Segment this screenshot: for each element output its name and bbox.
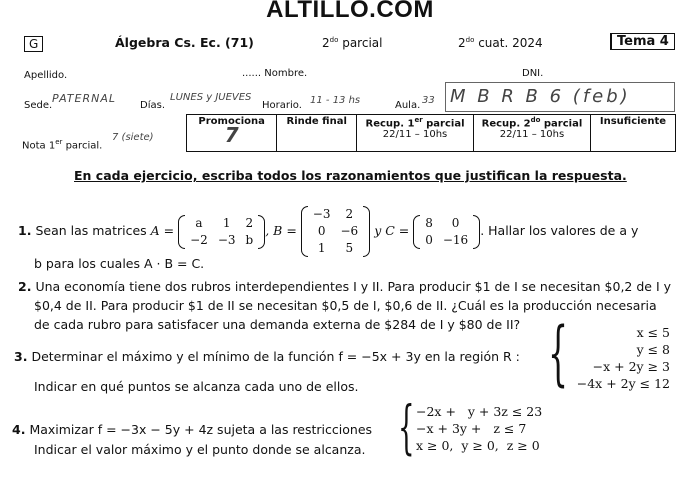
matrix-cell: 8: [425, 215, 433, 230]
matrix-cell: −6: [340, 224, 359, 238]
horario-value: 11 - 13 hs: [310, 95, 361, 106]
col-promociona: Promociona 7: [187, 115, 277, 152]
matrix-cell: 0: [425, 232, 433, 247]
constraint: −4x + 2y ≤ 12: [576, 376, 670, 391]
col-rinde-final: Rinde final: [277, 115, 357, 152]
matrix-cell: b: [245, 232, 254, 247]
question-4: 4. Maximizar f = −3x − 5y + 4z sujeta a las restricciones: [12, 422, 373, 437]
constraint: y ≤ 8: [636, 342, 670, 357]
apellido-label: Apellido.: [24, 70, 68, 81]
constraint: −x + 2y ≥ 3: [592, 359, 670, 374]
matrix-c: [413, 215, 480, 249]
matrix-a: [178, 215, 265, 249]
tema-box: Tema 4: [610, 33, 675, 50]
aula-value: 33: [422, 95, 435, 106]
matrix-cell: 5: [345, 241, 354, 255]
question-1-line2: b para los cuales A · B = C.: [34, 256, 205, 271]
constraint: −x + 3y + z ≤ 7: [416, 421, 527, 436]
sede-label: Sede.: [24, 100, 53, 111]
exam-name: $2^{do}$ parcial: [322, 36, 383, 50]
question-3-line2: Indicar en qué puntos se alcanza cada uno de ellos.: [34, 379, 359, 394]
dias-value: LUNES y JUEVES: [170, 92, 252, 103]
constraint: x ≤ 5: [636, 325, 670, 340]
matrix-cell: −3: [312, 207, 331, 221]
matrix-cell: −3: [217, 232, 236, 247]
nota-value: 7 (siete): [112, 132, 154, 143]
dias-label: Días.: [140, 100, 165, 111]
site-watermark: ALTILLO.COM: [266, 0, 434, 23]
col-recup-2: Recup. $2^{do}$ parcial 22/11 – 10hs: [473, 115, 590, 152]
matrix-cell: 1: [317, 241, 326, 255]
col-recup-1: Recup. 1er parcial 22/11 – 10hs: [357, 115, 474, 152]
q4-brace: {: [398, 393, 415, 461]
dni-value: M B R B 6 (feb): [445, 82, 675, 112]
col-insuficiente: Insuficiente: [590, 115, 675, 152]
exam-code: G: [29, 37, 39, 51]
horario-label: Horario.: [262, 100, 302, 111]
matrix-cell: −16: [442, 232, 469, 247]
grade-table: [186, 114, 676, 152]
instruction: En cada ejercicio, escriba todos los razonamientos que justifican la respuesta.: [74, 168, 627, 183]
nota-label: Nota 1er parcial.: [22, 138, 103, 152]
exam-code-box: [24, 36, 43, 52]
q4-constraints: [416, 403, 561, 454]
q3-constraints: [560, 324, 670, 392]
matrix-cell: a: [195, 215, 203, 230]
question-4-line2: Indicar el valor máximo y el punto donde se alcanza.: [34, 442, 366, 457]
matrix-cell: 0: [317, 224, 326, 238]
aula-label: Aula.: [395, 100, 421, 111]
matrix-cell: 2: [245, 215, 254, 230]
q3-brace: {: [548, 312, 569, 394]
matrix-cell: 1: [222, 215, 231, 230]
question-2: 2. Una economía tiene dos rubros interdependientes I y II. Para producir $1 de I se necesitan $0,2 de I y $0,4 de II. Para producir $1 de II se necesitan $0,5 de I, $0,6 de II. ¿Cuál es la producción necesaria de cada rubro para satisfacer una demanda externa de $284 de I y $80 de II?: [18, 279, 672, 332]
matrix-cell: 2: [345, 207, 354, 221]
dni-label: DNI.: [522, 68, 544, 79]
course-title: Álgebra Cs. Ec. (71): [115, 35, 254, 50]
sede-value: PATERNAL: [52, 92, 117, 105]
constraint: −2x + y + 3z ≤ 23: [416, 404, 543, 419]
question-3: 3. Determinar el máximo y el mínimo de la función f = −5x + 3y en la región R :: [14, 349, 520, 364]
question-1: 1. Sean las matrices A = a 1 2 −2 −3 b , B = −3 2 0 −6 1 5 y C = 8 0 0 −16 . Hallar los valores de a y: [18, 207, 639, 255]
constraint: x ≥ 0, y ≥ 0, z ≥ 0: [416, 438, 540, 453]
matrix-cell: −2: [190, 232, 208, 247]
nombre-label: ...... Nombre.: [242, 68, 308, 79]
matrix-b: [301, 206, 370, 257]
matrix-cell: 0: [451, 215, 460, 230]
term: $2^{do}$ cuat. 2024: [458, 36, 543, 50]
promociona-value: 7: [224, 123, 239, 147]
